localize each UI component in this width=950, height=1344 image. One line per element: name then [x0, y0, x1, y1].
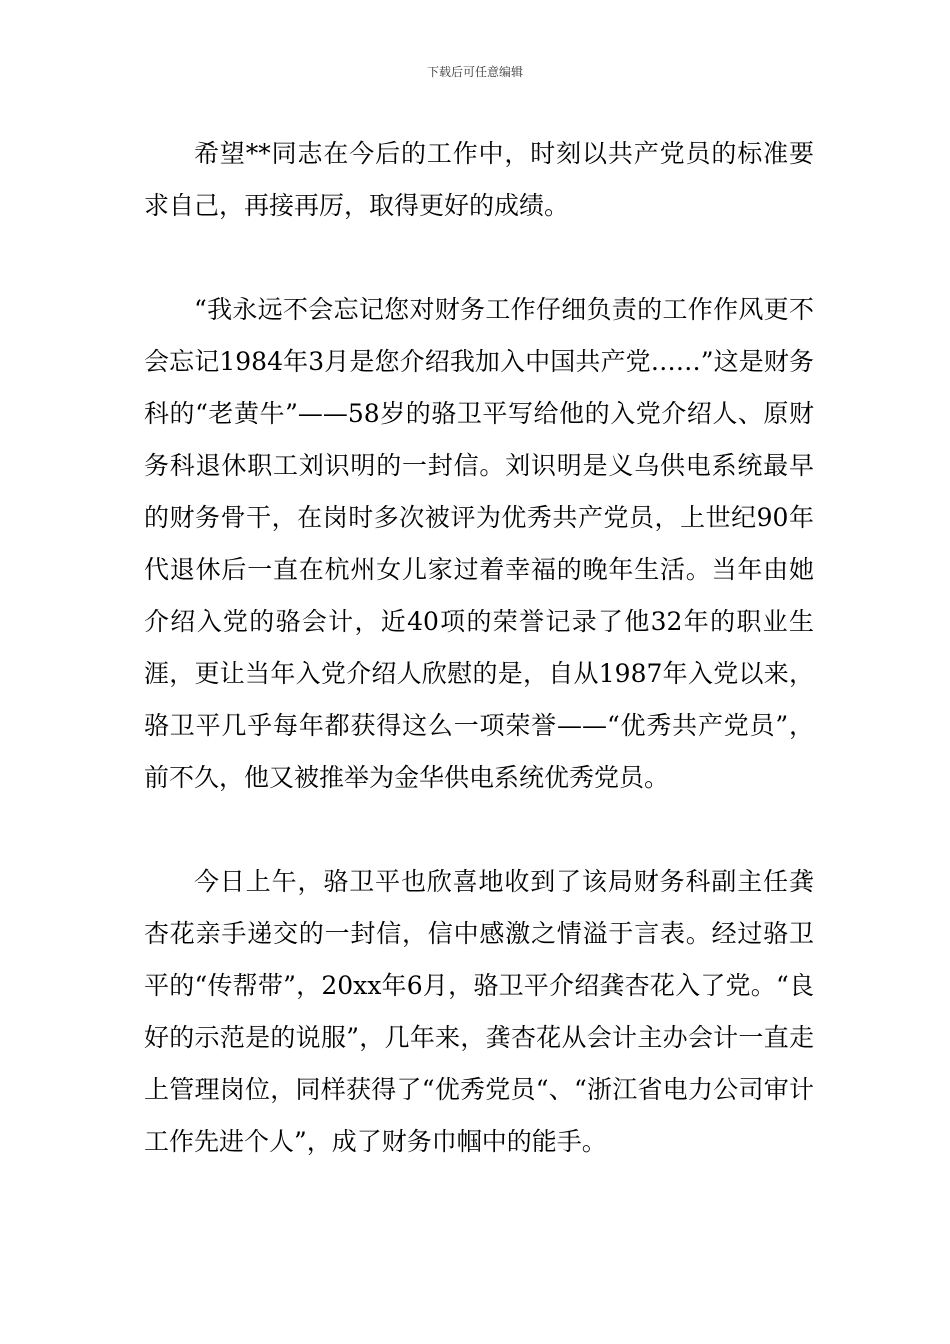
- paragraph-2: “我永远不会忘记您对财务工作仔细负责的工作作风更不会忘记1984年3月是您介绍我加入中国共产党……”这是财务科的“老黄牛”——58岁的骆卫平写给他的入党介绍人、原财务科退休职工刘识明的一封信。刘识明是义乌供电系统最早的财务骨干，在岗时多次被评为优秀共产党员，上世纪90年代退休后一直在杭州女儿家过着幸福的晚年生活。当年由她介绍入党的骆会计，近40项的荣誉记录了他32年的职业生涯，更让当年入党介绍人欣慰的是，自从1987年入党以来，骆卫平几乎每年都获得这么一项荣誉——“优秀共产党员”，前不久，他又被推举为金华供电系统优秀党员。: [144, 295, 814, 792]
- paragraph-1: 希望**同志在今后的工作中，时刻以共产党员的标准要求自己，再接再厉，取得更好的成绩。: [144, 139, 814, 220]
- paragraph-3: 今日上午，骆卫平也欣喜地收到了该局财务科副主任龚杏花亲手递交的一封信，信中感激之情溢于言表。经过骆卫平的“传帮带”，20xx年6月，骆卫平介绍龚杏花入了党。“良好的示范是的说服”，几年来，龚杏花从会计主办会计一直走上管理岗位，同样获得了“优秀党员“、“浙江省电力公司审计工作先进个人”，成了财务巾帼中的能手。: [144, 867, 814, 1156]
- document-body: [144, 128, 814, 1168]
- page-header: 下载后可任意编辑: [426, 65, 523, 79]
